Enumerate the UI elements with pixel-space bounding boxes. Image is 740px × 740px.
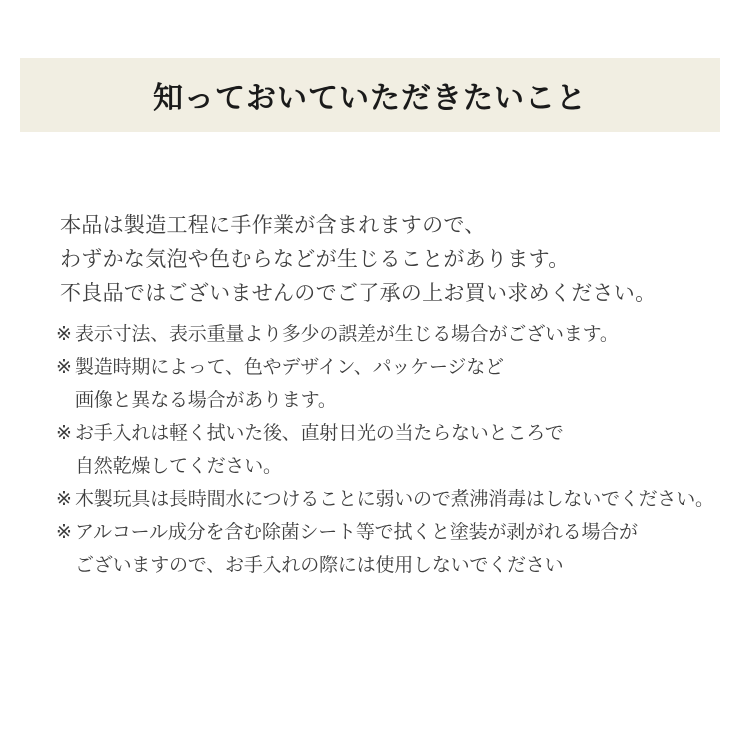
intro-line-3: 不良品ではございませんのでご了承の上お買い求めください。 xyxy=(60,282,657,305)
note-marker: ※ xyxy=(56,324,72,345)
note-item-wooden-toy-warning xyxy=(56,483,724,516)
page-title: 知っておいていただきたいこと xyxy=(153,82,587,115)
note-line: アルコール成分を含む除菌シート等で拭くと塗装が剥がれる場合が xyxy=(75,522,638,543)
title-banner xyxy=(20,58,720,132)
note-item-care-instructions xyxy=(56,417,724,483)
note-item-alcohol-warning xyxy=(56,516,724,582)
note-item-design-variation xyxy=(56,351,724,417)
note-line: 画像と異なる場合があります。 xyxy=(75,390,337,411)
intro-paragraph xyxy=(60,209,720,311)
note-marker: ※ xyxy=(56,522,72,543)
intro-line-2: わずかな気泡や色むらなどが生じることがあります。 xyxy=(60,248,570,271)
notice-content xyxy=(0,132,740,582)
note-item-dimension-tolerance xyxy=(56,318,724,351)
note-line: 製造時期によって、色やデザイン、パッケージなど xyxy=(75,357,504,378)
note-line: 木製玩具は長時間水につけることに弱いので煮沸消毒はしないでください。 xyxy=(75,489,714,510)
note-line: 自然乾燥してください。 xyxy=(75,456,282,477)
note-marker: ※ xyxy=(56,357,72,378)
note-marker: ※ xyxy=(56,489,72,510)
notes-list xyxy=(56,318,724,582)
note-line: ございますので、お手入れの際には使用しないでください xyxy=(75,555,564,576)
note-line: 表示寸法、表示重量より多少の誤差が生じる場合がございます。 xyxy=(75,324,619,345)
note-marker: ※ xyxy=(56,423,72,444)
note-line: お手入れは軽く拭いた後、直射日光の当たらないところで xyxy=(75,423,564,444)
intro-line-1: 本品は製造工程に手作業が含まれますので、 xyxy=(60,214,486,237)
